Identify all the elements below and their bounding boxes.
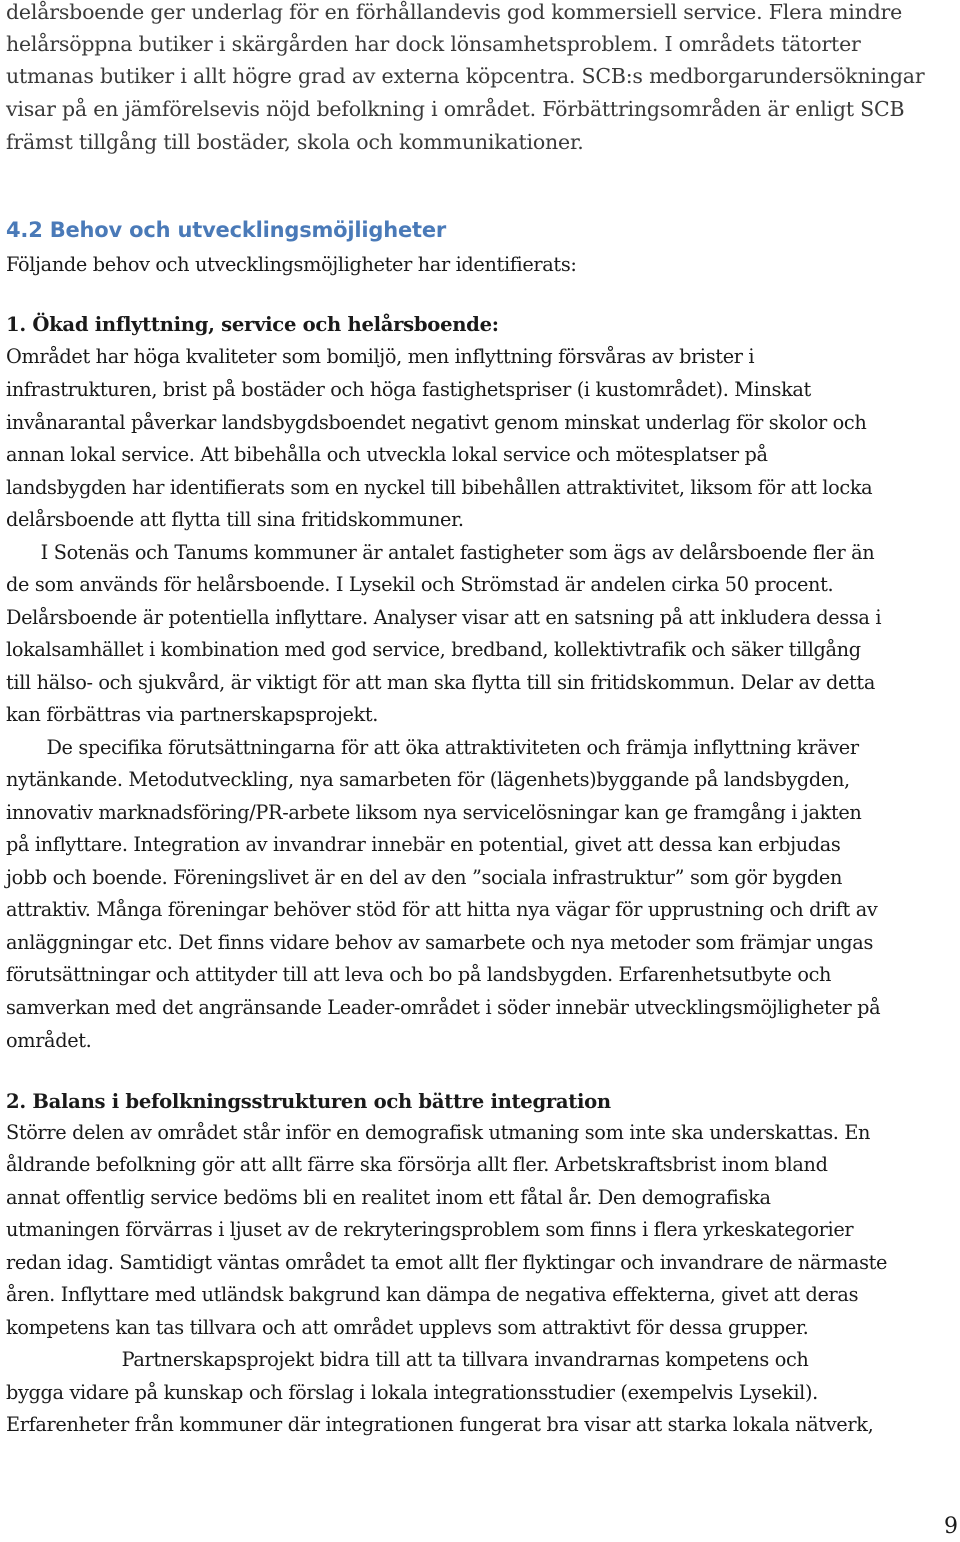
text-line: invånarantal påverkar landsbygdsboendet negativt genom minskat underlag för skolor och	[6, 411, 867, 434]
text-line: nytänkande. Metodutveckling, nya samarbeten för (lägenhets)byggande på landsbygden,	[6, 768, 850, 791]
text-line: jobb och boende. Föreningslivet är en del av den ”sociala infrastruktur” som gör bygden	[6, 866, 843, 889]
text-line: främst tillgång till bostäder, skola och kommunikationer.	[6, 130, 584, 154]
text-line: Partnerskapsprojekt bidra till att ta tillvara invandrarnas kompetens och	[6, 1348, 809, 1371]
text-line: I Sotenäs och Tanums kommuner är antalet fastigheter som ägs av delårsboende fler än	[6, 541, 875, 564]
text-line: delårsboende ger underlag för en förhållandevis god kommersiell service. Flera mindre	[6, 0, 903, 24]
text-line: Erfarenheter från kommuner där integrationen fungerat bra visar att starka lokala nätverk,	[6, 1413, 874, 1436]
text-line: annat offentlig service bedöms bli en realitet inom ett fåtal år. Den demografiska	[6, 1186, 771, 1209]
text-line: visar på en jämförelsevis nöjd befolkning i området. Förbättringsområden är enligt SCB	[6, 97, 905, 121]
text-line: bygga vidare på kunskap och förslag i lokala integrationsstudier (exempelvis Lysekil).	[6, 1381, 818, 1404]
text-line: utmaningen förvärras i ljuset av de rekryteringsproblem som finns i flera yrkeskategorier	[6, 1218, 854, 1241]
text-line: området.	[6, 1029, 92, 1052]
text-line: helårsöppna butiker i skärgården har dock lönsamhetsproblem. I områdets tätorter	[6, 32, 861, 56]
item-1-heading: 1. Ökad inflyttning, service och helårsboende:	[6, 313, 499, 336]
text-line: Större delen av området står inför en demografisk utmaning som inte ska underskattas. En	[6, 1121, 871, 1144]
text-line: kan förbättras via partnerskapsprojekt.	[6, 703, 379, 726]
section-heading: 4.2 Behov och utvecklingsmöjligheter	[6, 218, 447, 242]
text-line: åldrande befolkning gör att allt färre ska försörja allt fler. Arbetskraftsbrist inom bland	[6, 1153, 828, 1176]
text-line: utmanas butiker i allt högre grad av externa köpcentra. SCB:s medborgarundersökningar	[6, 64, 925, 88]
page-number: 9	[944, 1514, 958, 1539]
text-line: Delårsboende är potentiella inflyttare. Analyser visar att en satsning på att inkludera dessa i	[6, 606, 882, 629]
text-line: Området har höga kvaliteter som bomiljö, men inflyttning försvåras av brister i	[6, 345, 755, 368]
text-line: De specifika förutsättningarna för att öka attraktiviteten och främja inflyttning kräver	[6, 736, 859, 759]
item-2-heading: 2. Balans i befolkningsstrukturen och bättre integration	[6, 1090, 611, 1113]
text-line: de som används för helårsboende. I Lysekil och Strömstad är andelen cirka 50 procent.	[6, 573, 834, 596]
text-line: attraktiv. Många föreningar behöver stöd för att hitta nya vägar för upprustning och drift av	[6, 898, 878, 921]
text-line: anläggningar etc. Det finns vidare behov av samarbete och nya metoder som främjar ungas	[6, 931, 873, 954]
text-line: på inflyttare. Integration av invandrar innebär en potential, givet att dessa kan erbjudas	[6, 833, 841, 856]
text-line: åren. Inflyttare med utländsk bakgrund kan dämpa de negativa effekterna, givet att deras	[6, 1283, 859, 1306]
text-line: redan idag. Samtidigt väntas området ta emot allt fler flyktingar och invandrare de närmaste	[6, 1251, 888, 1274]
text-line: förutsättningar och attityder till att leva och bo på landsbygden. Erfarenhetsutbyte och	[6, 963, 832, 986]
text-line: infrastrukturen, brist på bostäder och höga fastighetspriser (i kustområdet). Minskat	[6, 378, 811, 401]
text-line: innovativ marknadsföring/PR-arbete liksom nya servicelösningar kan ge framgång i jakten	[6, 801, 862, 824]
text-line: delårsboende att flytta till sina fritidskommuner.	[6, 508, 464, 531]
text-line: till hälso- och sjukvård, är viktigt för att man ska flytta till sin fritidskommun. Delar av detta	[6, 671, 875, 694]
text-line: samverkan med det angränsande Leader-området i söder innebär utvecklingsmöjligheter på	[6, 996, 881, 1019]
text-line: kompetens kan tas tillvara och att området upplevs som attraktivt för dessa grupper.	[6, 1316, 809, 1339]
text-line: lokalsamhället i kombination med god service, bredband, kollektivtrafik och säker tillgång	[6, 638, 861, 661]
section-lead: Följande behov och utvecklingsmöjligheter har identifierats:	[6, 253, 577, 276]
text-line: annan lokal service. Att bibehålla och utveckla lokal service och mötesplatser på	[6, 443, 768, 466]
text-line: landsbygden har identifierats som en nyckel till bibehållen attraktivitet, liksom för att locka	[6, 476, 873, 499]
